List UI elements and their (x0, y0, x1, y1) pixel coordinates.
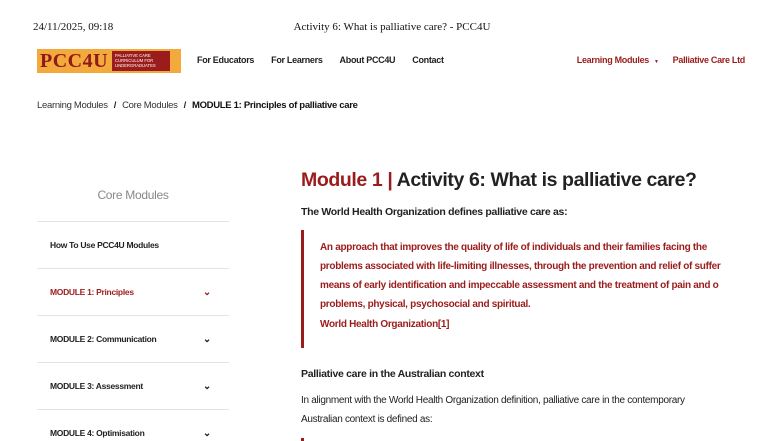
top-navbar (0, 46, 784, 76)
logo-tagline: PALLIATIVE CARE CURRICULUM FOR UNDERGRADUATES (112, 51, 170, 71)
nav-for-learners[interactable]: For Learners (271, 55, 323, 65)
chevron-down-icon[interactable]: ⌄ (202, 427, 211, 439)
page-title-module: Module 1 | (301, 169, 393, 191)
breadcrumb-learning-modules[interactable]: Learning Modules (37, 100, 108, 111)
nav-palliative-care-ltd[interactable]: Palliative Care Ltd (672, 55, 745, 65)
main-content (301, 168, 784, 425)
sidebar-item-label: MODULE 2: Communication (50, 334, 157, 344)
secondary-nav (577, 55, 745, 65)
quote-text: An approach that improves the quality of life of individuals and their families facing the problems associated with life-limiting illnesses, through the prevention and relief of suffer means of early identification and impeccable assessment and the treatment of pain and o problems, physical, psychosocial and spiritual. (320, 242, 721, 310)
logo-text: PCC4U (40, 49, 109, 72)
chevron-down-icon[interactable]: ⌄ (202, 380, 211, 392)
section-paragraph: In alignment with the World Health Organization definition, palliative care in the contemporary Australian context is defined as: (301, 395, 685, 425)
who-definition-quote (301, 230, 784, 348)
nav-for-educators[interactable]: For Educators (197, 55, 255, 65)
print-header (0, 0, 784, 40)
sidebar-item-module-3[interactable] (37, 363, 229, 410)
sidebar-item-module-4[interactable] (37, 410, 229, 441)
sidebar-item-label: MODULE 4: Optimisation (50, 428, 145, 438)
sidebar-item-label: How To Use PCC4U Modules (50, 240, 159, 250)
breadcrumb-separator: / (113, 100, 117, 111)
section-subheading: Palliative care in the Australian context (301, 368, 484, 380)
nav-contact[interactable]: Contact (412, 55, 444, 65)
chevron-down-icon[interactable]: ⌄ (202, 286, 211, 298)
sidebar (37, 182, 229, 441)
nav-about-pcc4u[interactable]: About PCC4U (339, 55, 396, 65)
breadcrumb-separator: / (183, 100, 186, 111)
print-datetime: 24/11/2025, 09:18 (33, 21, 114, 33)
breadcrumb-current: MODULE 1: Principles of palliative care (191, 100, 358, 111)
sidebar-item-label: MODULE 1: Principles (50, 287, 134, 297)
primary-nav (197, 55, 444, 65)
chevron-down-icon[interactable]: ⌄ (202, 333, 211, 345)
nav-learning-modules[interactable] (577, 55, 659, 65)
sidebar-title: Core Modules (37, 182, 229, 222)
page-title-activity: Activity 6: What is palliative care? (392, 169, 697, 191)
sidebar-item-module-2[interactable] (37, 316, 229, 363)
nav-learning-modules-label: Learning Modules (576, 55, 649, 65)
quote-citation-link[interactable]: World Health Organization[1] (320, 319, 450, 330)
pcc4u-logo[interactable] (37, 49, 181, 73)
intro-text: The World Health Organization defines palliative care as: (301, 206, 568, 218)
page-title (301, 168, 784, 192)
print-page-title: Activity 6: What is palliative care? - PCC4U (293, 21, 491, 33)
breadcrumb-core-modules[interactable]: Core Modules (122, 100, 178, 111)
breadcrumb (37, 100, 358, 111)
sidebar-item-module-1[interactable] (37, 269, 229, 316)
sidebar-item-label: MODULE 3: Assessment (50, 381, 143, 391)
sidebar-item-how-to-use[interactable] (37, 222, 229, 269)
caret-down-icon: ▼ (654, 59, 659, 65)
